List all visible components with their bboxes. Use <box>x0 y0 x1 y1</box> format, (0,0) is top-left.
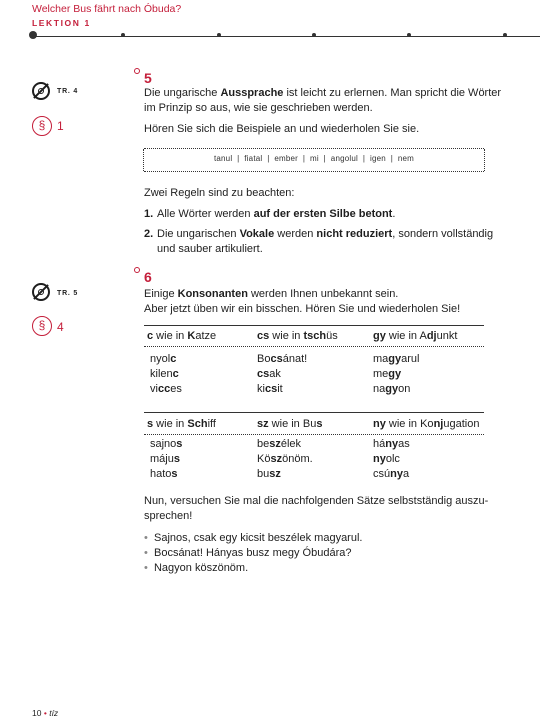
instruction-text: Hören Sie sich die Beispiele an und wiederholen Sie sie. <box>144 123 420 135</box>
table-cell: nyolc <box>150 353 177 365</box>
list-bullet: • <box>144 547 148 559</box>
rule-dot <box>503 33 507 37</box>
example-words-box <box>144 148 484 172</box>
exercise-number: 6 <box>144 269 152 285</box>
grammar-ref-number: 4 <box>57 320 64 334</box>
footer-dot-icon: • <box>43 708 47 718</box>
table-header-rule <box>144 434 484 435</box>
page-footer <box>32 708 58 718</box>
audio-cd-icon[interactable] <box>32 82 50 100</box>
page-number-word: tíz <box>49 708 59 718</box>
table-cell: megy <box>373 368 402 380</box>
table-header-cell: c wie in Katze <box>147 330 217 342</box>
table-cell: hatos <box>150 468 178 480</box>
sentence-list-item: • Nagyon köszönöm. <box>144 562 249 574</box>
rule-dot <box>407 33 411 37</box>
table-top-rule <box>144 412 484 413</box>
rule-1: 1. <box>144 208 154 220</box>
list-bullet: • <box>144 532 148 544</box>
track-label: TR. 4 <box>57 88 79 95</box>
table-header-cell: cs wie in tschüs <box>257 330 338 342</box>
lesson-label: LEKTION 1 <box>32 18 91 28</box>
grammar-paragraph-icon[interactable]: § <box>32 116 52 136</box>
table-cell: kicsit <box>257 383 283 395</box>
example-words: tanul | fiatal | ember | mi | angolul | igen | nem <box>213 154 415 163</box>
sentence-list-item: • Sajnos, csak egy kicsit beszélek magyarul. <box>144 532 363 544</box>
header-rule <box>32 36 540 37</box>
rule-dot <box>217 33 221 37</box>
track-label: TR. 5 <box>57 290 79 297</box>
grammar-ref-number: 1 <box>57 119 64 133</box>
table-cell: Bocsánat! <box>257 353 308 365</box>
rule-2: 2. <box>144 228 154 240</box>
running-title: Welcher Bus fährt nach Óbuda? <box>32 3 182 15</box>
rule-dot <box>121 33 125 37</box>
exercise-marker-icon <box>134 267 140 273</box>
table-header-cell: ny wie in Konjugation <box>373 418 480 430</box>
table-cell: sajnos <box>150 438 183 450</box>
outro-paragraph: Nun, versuchen Sie mal die nachfolgenden Sätze selbstständig auszu- sprechen! <box>144 495 489 522</box>
table-cell: vicces <box>150 383 182 395</box>
table-cell: kilenc <box>150 368 179 380</box>
grammar-paragraph-icon[interactable]: § <box>32 316 52 336</box>
table-header-cell: sz wie in Bus <box>257 418 323 430</box>
table-header-cell: gy wie in Adjunkt <box>373 330 458 342</box>
sentence-list-item: • Bocsánat! Hányas busz megy Óbudára? <box>144 547 352 559</box>
intro-paragraph: Die ungarische Aussprache ist leicht zu erlernen. Man spricht die Wörter im Prinzip so aus, wie sie geschrieben werden. <box>144 87 502 114</box>
exercise-number: 5 <box>144 70 152 86</box>
intro-paragraph: Einige Konsonanten werden Ihnen unbekannt sein. Aber jetzt üben wir ein bisschen. Hören Sie und wiederholen Sie! <box>144 288 461 315</box>
page-number: 10 <box>32 708 42 718</box>
table-header-rule <box>144 346 484 347</box>
table-top-rule <box>144 325 484 326</box>
table-cell: hányas <box>373 438 410 450</box>
table-header-cell: s wie in Schiff <box>147 418 216 430</box>
rule-1-text: Alle Wörter werden auf der ersten Silbe betont. <box>157 208 396 220</box>
list-bullet: • <box>144 562 148 574</box>
table-cell: busz <box>257 468 281 480</box>
table-cell: beszélek <box>257 438 302 450</box>
exercise-marker-icon <box>134 68 140 74</box>
table-cell: Köszönöm. <box>257 453 313 465</box>
table-cell: magyarul <box>373 353 420 365</box>
rules-intro: Zwei Regeln sind zu beachten: <box>144 187 295 199</box>
table-cell: május <box>150 453 180 465</box>
rule-dot <box>29 31 37 39</box>
rule-dot <box>312 33 316 37</box>
table-cell: csak <box>257 368 281 380</box>
audio-cd-icon[interactable] <box>32 283 50 301</box>
rule-2-text: Die ungarischen Vokale werden nicht reduziert, sondern vollständig und sauber artikuliert. <box>157 228 494 255</box>
table-cell: csúnya <box>373 468 410 480</box>
table-cell: nagyon <box>373 383 411 395</box>
table-cell: nyolc <box>373 453 400 465</box>
